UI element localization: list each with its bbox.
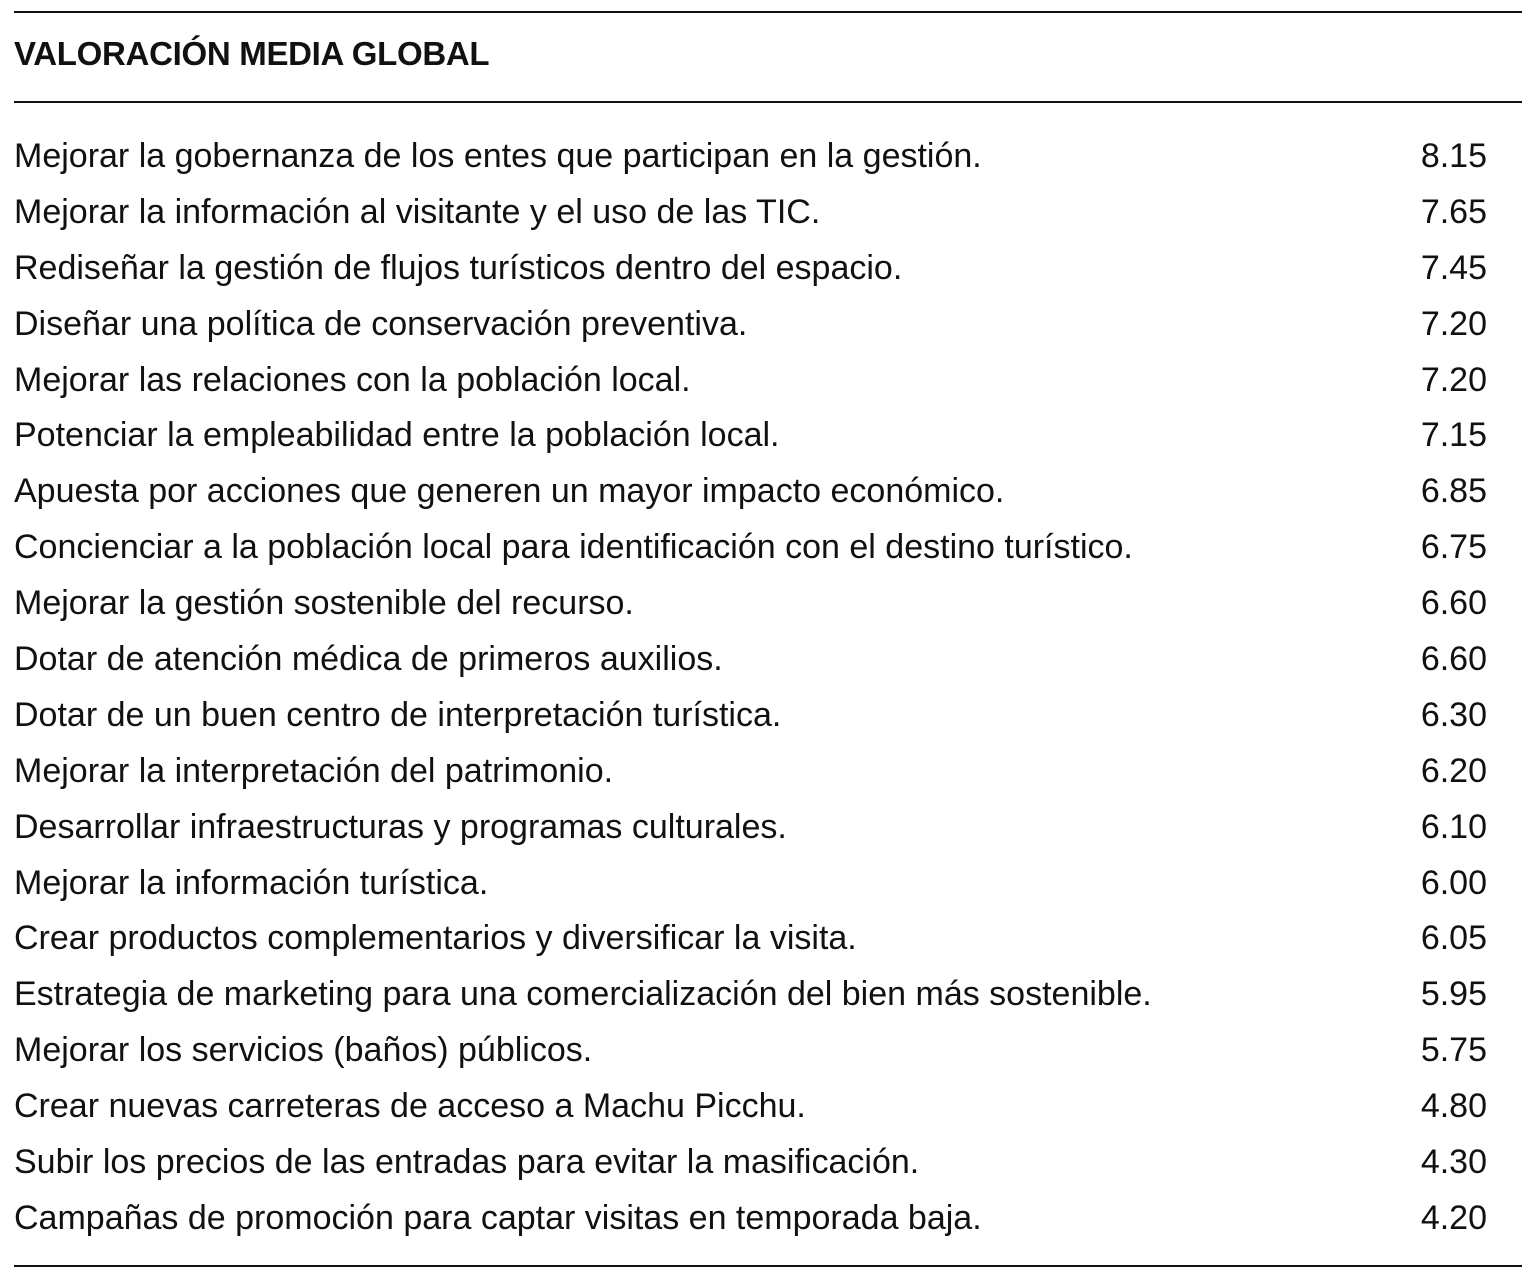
row-label: Estrategia de marketing para una comercialización del bien más sostenible. <box>14 975 1152 1014</box>
table-row <box>14 352 1522 408</box>
table-row <box>14 855 1522 911</box>
row-value: 6.75 <box>1420 528 1487 567</box>
row-label: Apuesta por acciones que generen un mayor impacto económico. <box>14 472 1005 511</box>
table-row <box>14 128 1522 184</box>
row-value: 7.45 <box>1420 248 1487 287</box>
table-row <box>14 296 1522 352</box>
row-value: 5.75 <box>1420 1031 1487 1070</box>
row-value: 6.60 <box>1420 584 1487 623</box>
row-value: 6.30 <box>1420 695 1487 734</box>
table-row <box>14 799 1522 855</box>
table-bottom-rule <box>14 1265 1522 1267</box>
row-label: Mejorar las relaciones con la población local. <box>14 360 691 399</box>
row-label: Potenciar la empleabilidad entre la población local. <box>14 416 780 455</box>
row-value: 4.20 <box>1420 1198 1487 1237</box>
table-row <box>14 463 1522 519</box>
row-label: Mejorar la información al visitante y el uso de las TIC. <box>14 192 821 231</box>
row-value: 6.60 <box>1420 640 1487 679</box>
row-label: Mejorar la gestión sostenible del recurso. <box>14 584 634 623</box>
row-label: Dotar de atención médica de primeros auxilios. <box>14 640 723 679</box>
row-value: 6.05 <box>1420 919 1487 958</box>
row-label: Desarrollar infraestructuras y programas culturales. <box>14 807 787 846</box>
row-label: Subir los precios de las entradas para evitar la masificación. <box>14 1143 920 1182</box>
row-value: 6.00 <box>1420 863 1487 902</box>
row-label: Campañas de promoción para captar visitas en temporada baja. <box>14 1198 982 1237</box>
row-value: 6.85 <box>1420 472 1487 511</box>
row-value: 7.20 <box>1420 304 1487 343</box>
row-value: 7.65 <box>1420 192 1487 231</box>
table-body <box>14 128 1522 1246</box>
row-label: Crear productos complementarios y diversificar la visita. <box>14 919 857 958</box>
row-value: 8.15 <box>1420 137 1487 175</box>
row-label: Dotar de un buen centro de interpretación turística. <box>14 695 782 734</box>
row-value: 4.30 <box>1420 1143 1487 1182</box>
row-label: Mejorar la gobernanza de los entes que participan en la gestión. <box>14 137 982 175</box>
row-value: 4.80 <box>1420 1087 1487 1126</box>
table-row <box>14 1134 1522 1190</box>
table-row <box>14 687 1522 743</box>
row-label: Mejorar la información turística. <box>14 863 489 902</box>
row-value: 7.20 <box>1420 360 1487 399</box>
row-label: Mejorar la interpretación del patrimonio. <box>14 751 614 790</box>
table-row <box>14 743 1522 799</box>
row-label: Mejorar los servicios (baños) públicos. <box>14 1031 593 1070</box>
table-row <box>14 910 1522 966</box>
row-value: 5.95 <box>1420 975 1487 1014</box>
table-row <box>14 575 1522 631</box>
row-label: Crear nuevas carreteras de acceso a Machu Picchu. <box>14 1087 806 1126</box>
table-top-rule <box>14 11 1522 13</box>
table-row <box>14 184 1522 240</box>
table-row <box>14 1078 1522 1134</box>
table-row <box>14 1022 1522 1078</box>
table-row <box>14 407 1522 463</box>
table-header-rule <box>14 101 1522 103</box>
row-value: 6.20 <box>1420 751 1487 790</box>
table-row <box>14 631 1522 687</box>
row-label: Diseñar una política de conservación preventiva. <box>14 304 748 343</box>
row-value: 7.15 <box>1420 416 1487 455</box>
row-label: Rediseñar la gestión de flujos turísticos dentro del espacio. <box>14 248 903 287</box>
row-label: Concienciar a la población local para identificación con el destino turístico. <box>14 528 1133 567</box>
table-heading: VALORACIÓN MEDIA GLOBAL <box>14 35 490 72</box>
table-row <box>14 966 1522 1022</box>
table-row <box>14 519 1522 575</box>
table-row <box>14 1190 1522 1246</box>
row-value: 6.10 <box>1420 807 1487 846</box>
table-row <box>14 240 1522 296</box>
